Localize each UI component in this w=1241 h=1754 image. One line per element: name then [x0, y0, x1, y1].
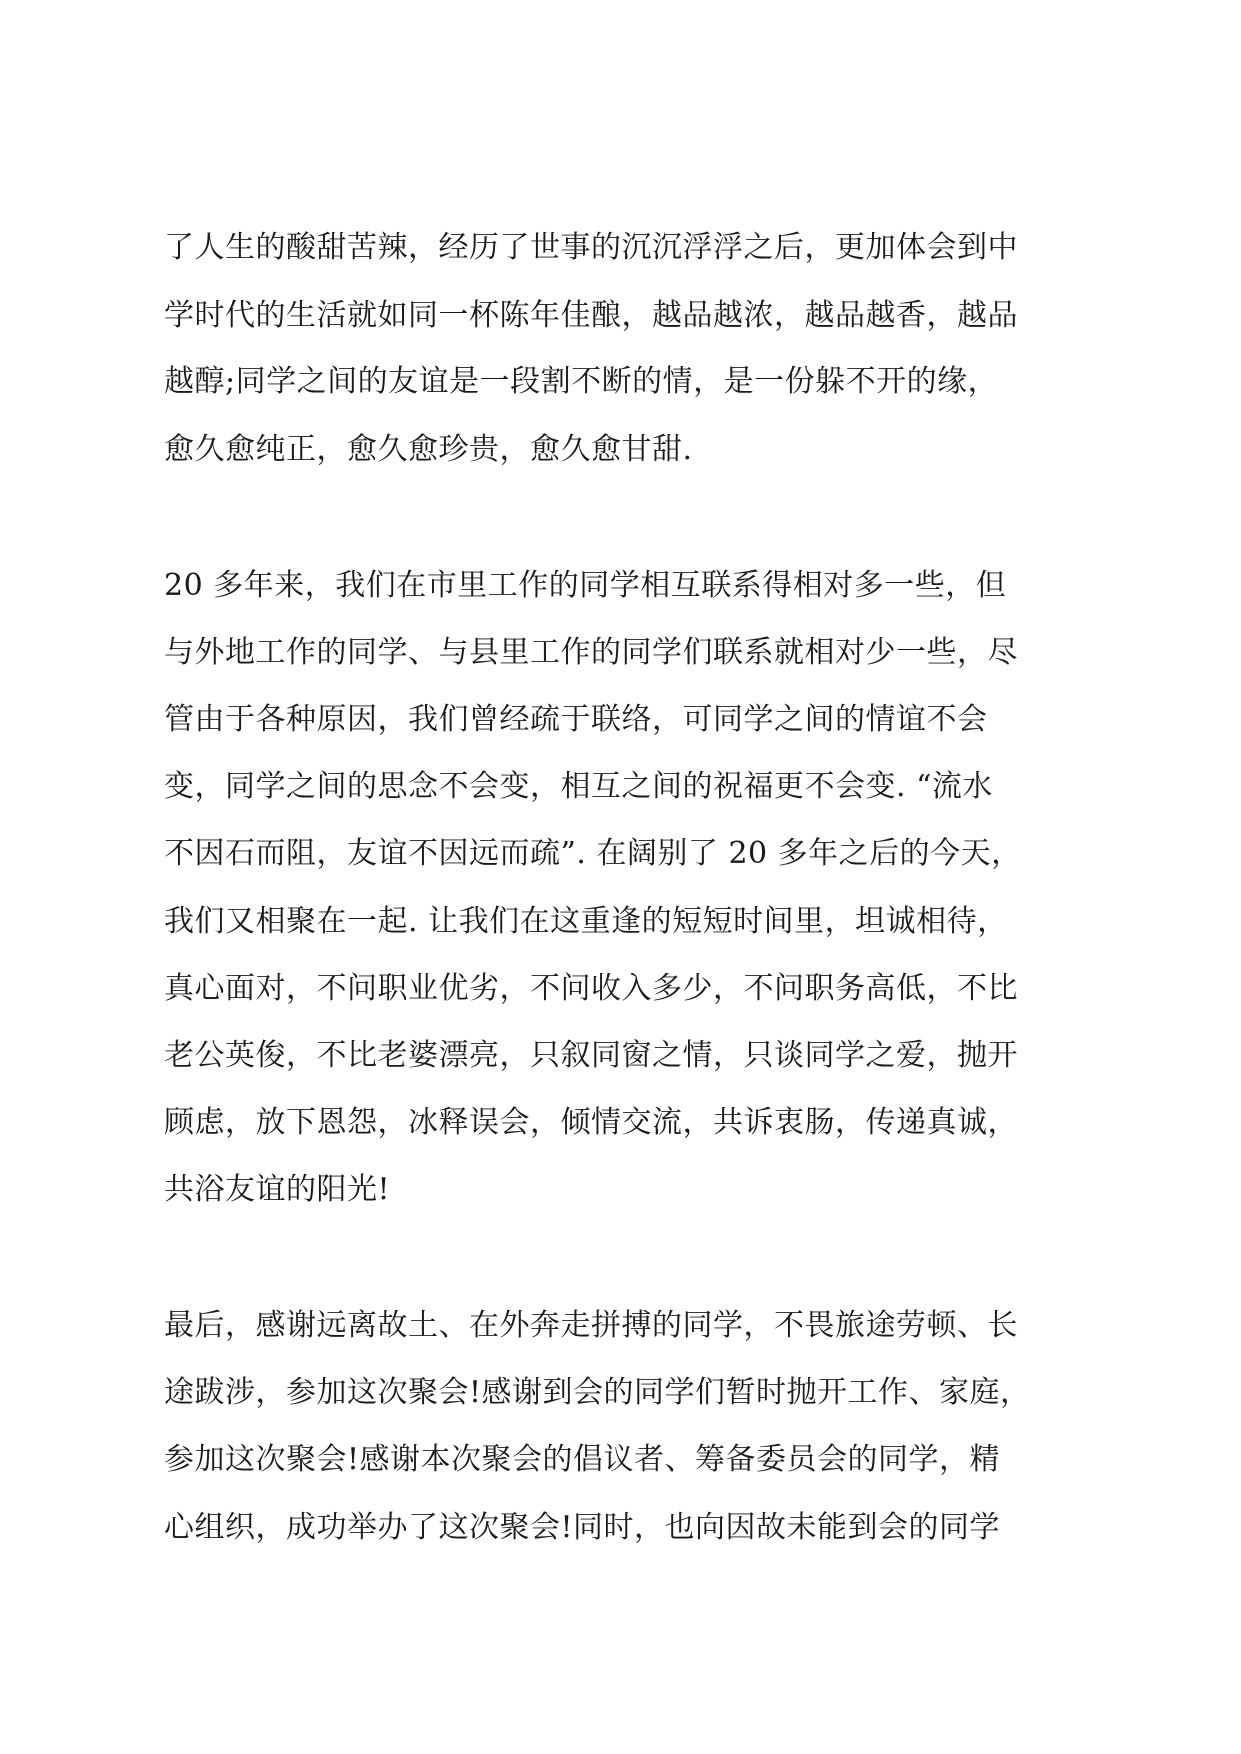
paragraph-2-line-9: 顾虑，放下恩怨，冰释误会，倾情交流，共诉衷肠，传递真诚，: [164, 1105, 1018, 1140]
paragraph-3-line-3: 参加这次聚会!感谢本次聚会的倡议者、筹备委员会的同学，精: [164, 1442, 1001, 1477]
paragraph-2-line-6: 我们又相聚在一起. 让我们在这重逢的短短时间里，坦诚相待，: [164, 904, 1008, 939]
paragraph-3-line-2: 途跋涉，参加这次聚会!感谢到会的同学们暂时抛开工作、家庭，: [164, 1375, 1031, 1410]
paragraph-2-line-2: 与外地工作的同学、与县里工作的同学们联系就相对少一些，尽: [164, 635, 1018, 670]
paragraph-2-line-5: 不因石而阻，友谊不因远而疏”. 在阔别了 20 多年之后的今天，: [164, 836, 1022, 871]
paragraph-3-line-4: 心组织，成功举办了这次聚会!同时，也向因故未能到会的同学: [164, 1510, 1001, 1545]
paragraph-1-line-4: 愈久愈纯正，愈久愈珍贵，愈久愈甘甜.: [164, 432, 693, 467]
paragraph-2-line-8: 老公英俊，不比老婆漂亮，只叙同窗之情，只谈同学之爱，抛开: [164, 1038, 1018, 1073]
paragraph-2-line-7: 真心面对，不问职业优劣，不问收入多少，不问职务高低，不比: [164, 971, 1018, 1006]
paragraph-2-line-4: 变，同学之间的思念不会变，相互之间的祝福更不会变. “流水: [164, 769, 993, 804]
paragraph-1-line-1: 了人生的酸甜苦辣，经历了世事的沉沉浮浮之后，更加体会到中: [164, 230, 1018, 265]
paragraph-2-line-3: 管由于各种原因，我们曾经疏于联络，可同学之间的情谊不会: [164, 702, 988, 737]
paragraph-3-line-1: 最后，感谢远离故土、在外奔走拼搏的同学，不畏旅途劳顿、长: [164, 1308, 1018, 1343]
paragraph-1-line-2: 学时代的生活就如同一杯陈年佳酿，越品越浓，越品越香，越品: [164, 298, 1018, 333]
paragraph-2-line-10: 共浴友谊的阳光!: [164, 1172, 391, 1207]
paragraph-2-line-1: 20 多年来，我们在市里工作的同学相互联系得相对多一些，但: [164, 568, 1007, 603]
paragraph-1-line-3: 越醇;同学之间的友谊是一段割不断的情，是一份躲不开的缘，: [164, 364, 999, 399]
